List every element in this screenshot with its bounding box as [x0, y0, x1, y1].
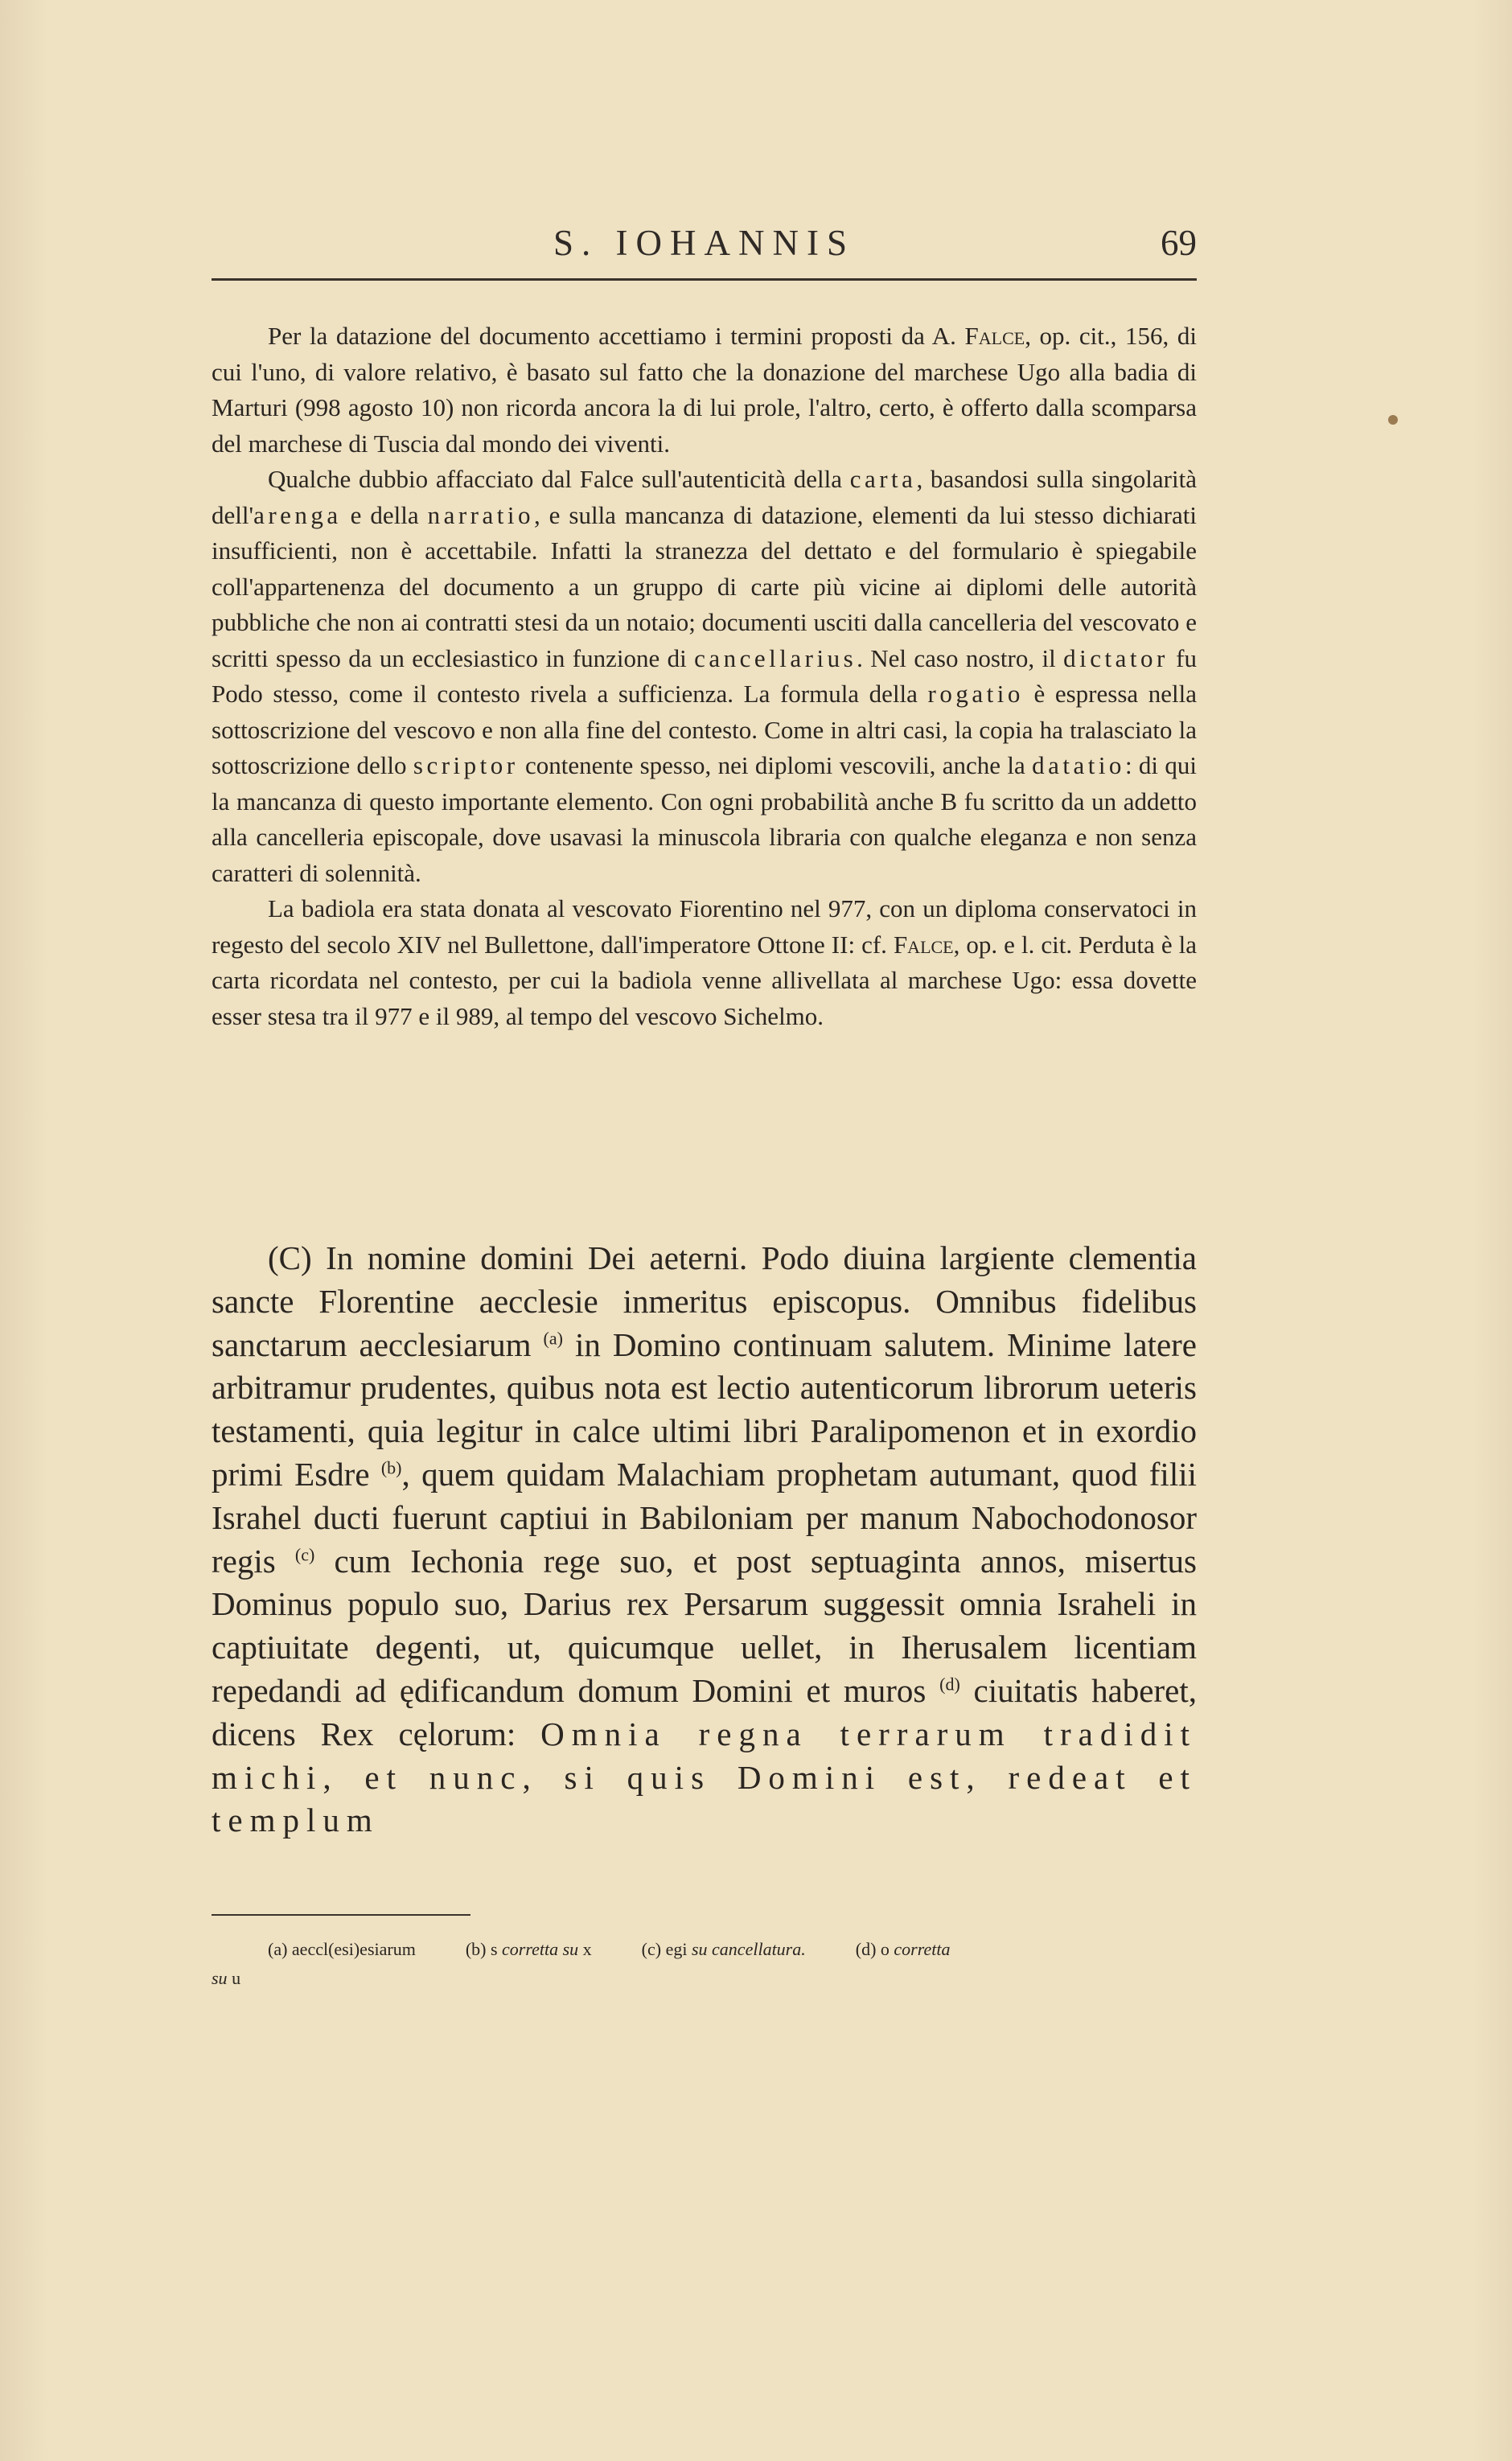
- running-title: S. IOHANNIS: [553, 223, 855, 263]
- footnote-c: (c) egi su cancellatura.: [641, 1939, 806, 1959]
- spaced-term: arenga: [253, 500, 342, 529]
- commentary-paragraph-2: Qualche dubbio affacciato dal Falce sull'autenticità della carta, basandosi sulla singolarità dell'arenga e della narratio, e sulla mancanza di datazione, elementi da lui stesso dichiarati insufficienti, non è accettabile. Infatti la stranezza del dettato e del formulario è spiegabile coll'appartenenza del documento a un gruppo di carte più vicine ai diplomi delle autorità pubbliche che non ai contratti stesi da un notaio; documenti usciti dalla cancelleria del vescovato e scritti spesso da un ecclesiastico in funzione di cancellarius. Nel caso nostro, il dictator fu Podo stesso, come il contesto rivela a sufficienza. La formula della rogatio è espressa nella sottoscrizione del vescovo e non alla fine del contesto. Come in altri casi, la copia ha tralasciato la sottoscrizione dello scriptor contenente spesso, nei diplomi vescovili, anche la datatio: di qui la mancanza di questo importante elemento. Con ogni probabilità anche B fu scritto da un addetto alla cancelleria episcopale, dove usavasi la minuscola libraria con qualche eleganza e non senza caratteri di solennità.: [212, 465, 1198, 887]
- ink-spot: [1388, 415, 1398, 425]
- spaced-term: scriptor: [413, 751, 519, 779]
- page-number: 69: [1161, 223, 1197, 263]
- spaced-term: narratio: [427, 500, 534, 529]
- page-header: [212, 222, 1197, 270]
- footnote-ref-c: (c): [294, 1543, 315, 1564]
- author-name: Falce: [964, 322, 1025, 350]
- footnote-d: (d) o corretta: [855, 1939, 951, 1959]
- footnote-rule: [212, 1914, 470, 1916]
- footnote-a: (a) aeccl(esi)esiarum: [268, 1939, 416, 1959]
- commentary-paragraph-1: Per la datazione del documento accettiamo i termini proposti da A. Falce, op. cit., 156, di cui l'uno, di valore relativo, è basato sul fatto che la donazione del marchese Ugo alla badia di Marturi (998 agosto 10) non ricorda ancora la di lui prole, l'altro, certo, è offerto dalla scomparsa del marchese di Tuscia dal mondo dei viventi.: [212, 322, 1197, 458]
- commentary: [212, 318, 1197, 1034]
- charter-text: [212, 1237, 1197, 1843]
- footnote-b: (b) s corretta su x: [465, 1939, 592, 1959]
- author-name: Falce: [893, 930, 954, 959]
- header-rule: [212, 278, 1197, 281]
- spaced-term: carta: [849, 465, 917, 493]
- spaced-quotation: Omnia regna terrarum tradidit michi, et nunc, si quis Domini est, redeat et templum: [212, 1715, 1197, 1839]
- spaced-term: dictator: [1063, 643, 1169, 672]
- footnote-ref-a: (a): [543, 1327, 563, 1348]
- footnote-ref-b: (b): [380, 1457, 402, 1478]
- footnotes: (a) aeccl(esi)esiarum (b) s corretta su x (c) egi su cancellatura. (d) o corretta su u: [212, 1939, 951, 1988]
- footnote-ref-d: (d): [939, 1674, 960, 1695]
- commentary-paragraph-3: La badiola era stata donata al vescovato Fiorentino nel 977, con un diploma conservatoci in regesto del secolo XIV nel Bullettone, dall'imperatore Ottone II: cf. Falce, op. e l. cit. Perduta è la carta ricordata nel contesto, per cui la badiola venne allivellata al marchese Ugo: essa dovette esser stesa tra il 977 e il 989, al tempo del vescovo Sichelmo.: [212, 894, 1197, 1030]
- spaced-term: rogatio: [927, 680, 1024, 708]
- charter-paragraph: (C) In nomine domini Dei aeterni. Podo diuina largiente clementia sancte Florentine aecclesie inmeritus episcopus. Omnibus fidelibus sanctarum aecclesiarum $^{(a)}$ in Domino continuam salutem. Minime latere arbitramur prudentes, quibus nota est lectio autenticorum librorum ueteris testamenti, quia legitur in calce ultimi libri Paralipomenon et in exordio primi Esdre $^{(b)}$, quem quidam Malachiam prophetam autumant, quod filii Israhel ducti fuerunt captiui in Babiloniam per manum Nabochodonosor regis $^{(c)}$ cum Iechonia rege suo, et post septuaginta annos, misertus Dominus populo suo, Darius rex Persarum suggessit omnia Israheli in captiuitate degenti, ut, quicumque uellet, in Iherusalem licentiam repedandi ad ędificandum domum Domini et muros $^{(d)}$ ciuitatis haberet, dicens Rex cęlorum: Omnia regna terrarum tradidit michi, et nunc, si quis Domini est, redeat et templum: [212, 1239, 1198, 1839]
- footnote-a-continuation: su: [212, 1968, 228, 1988]
- spaced-term: cancellarius: [694, 643, 857, 672]
- spaced-term: datatio: [1032, 751, 1125, 779]
